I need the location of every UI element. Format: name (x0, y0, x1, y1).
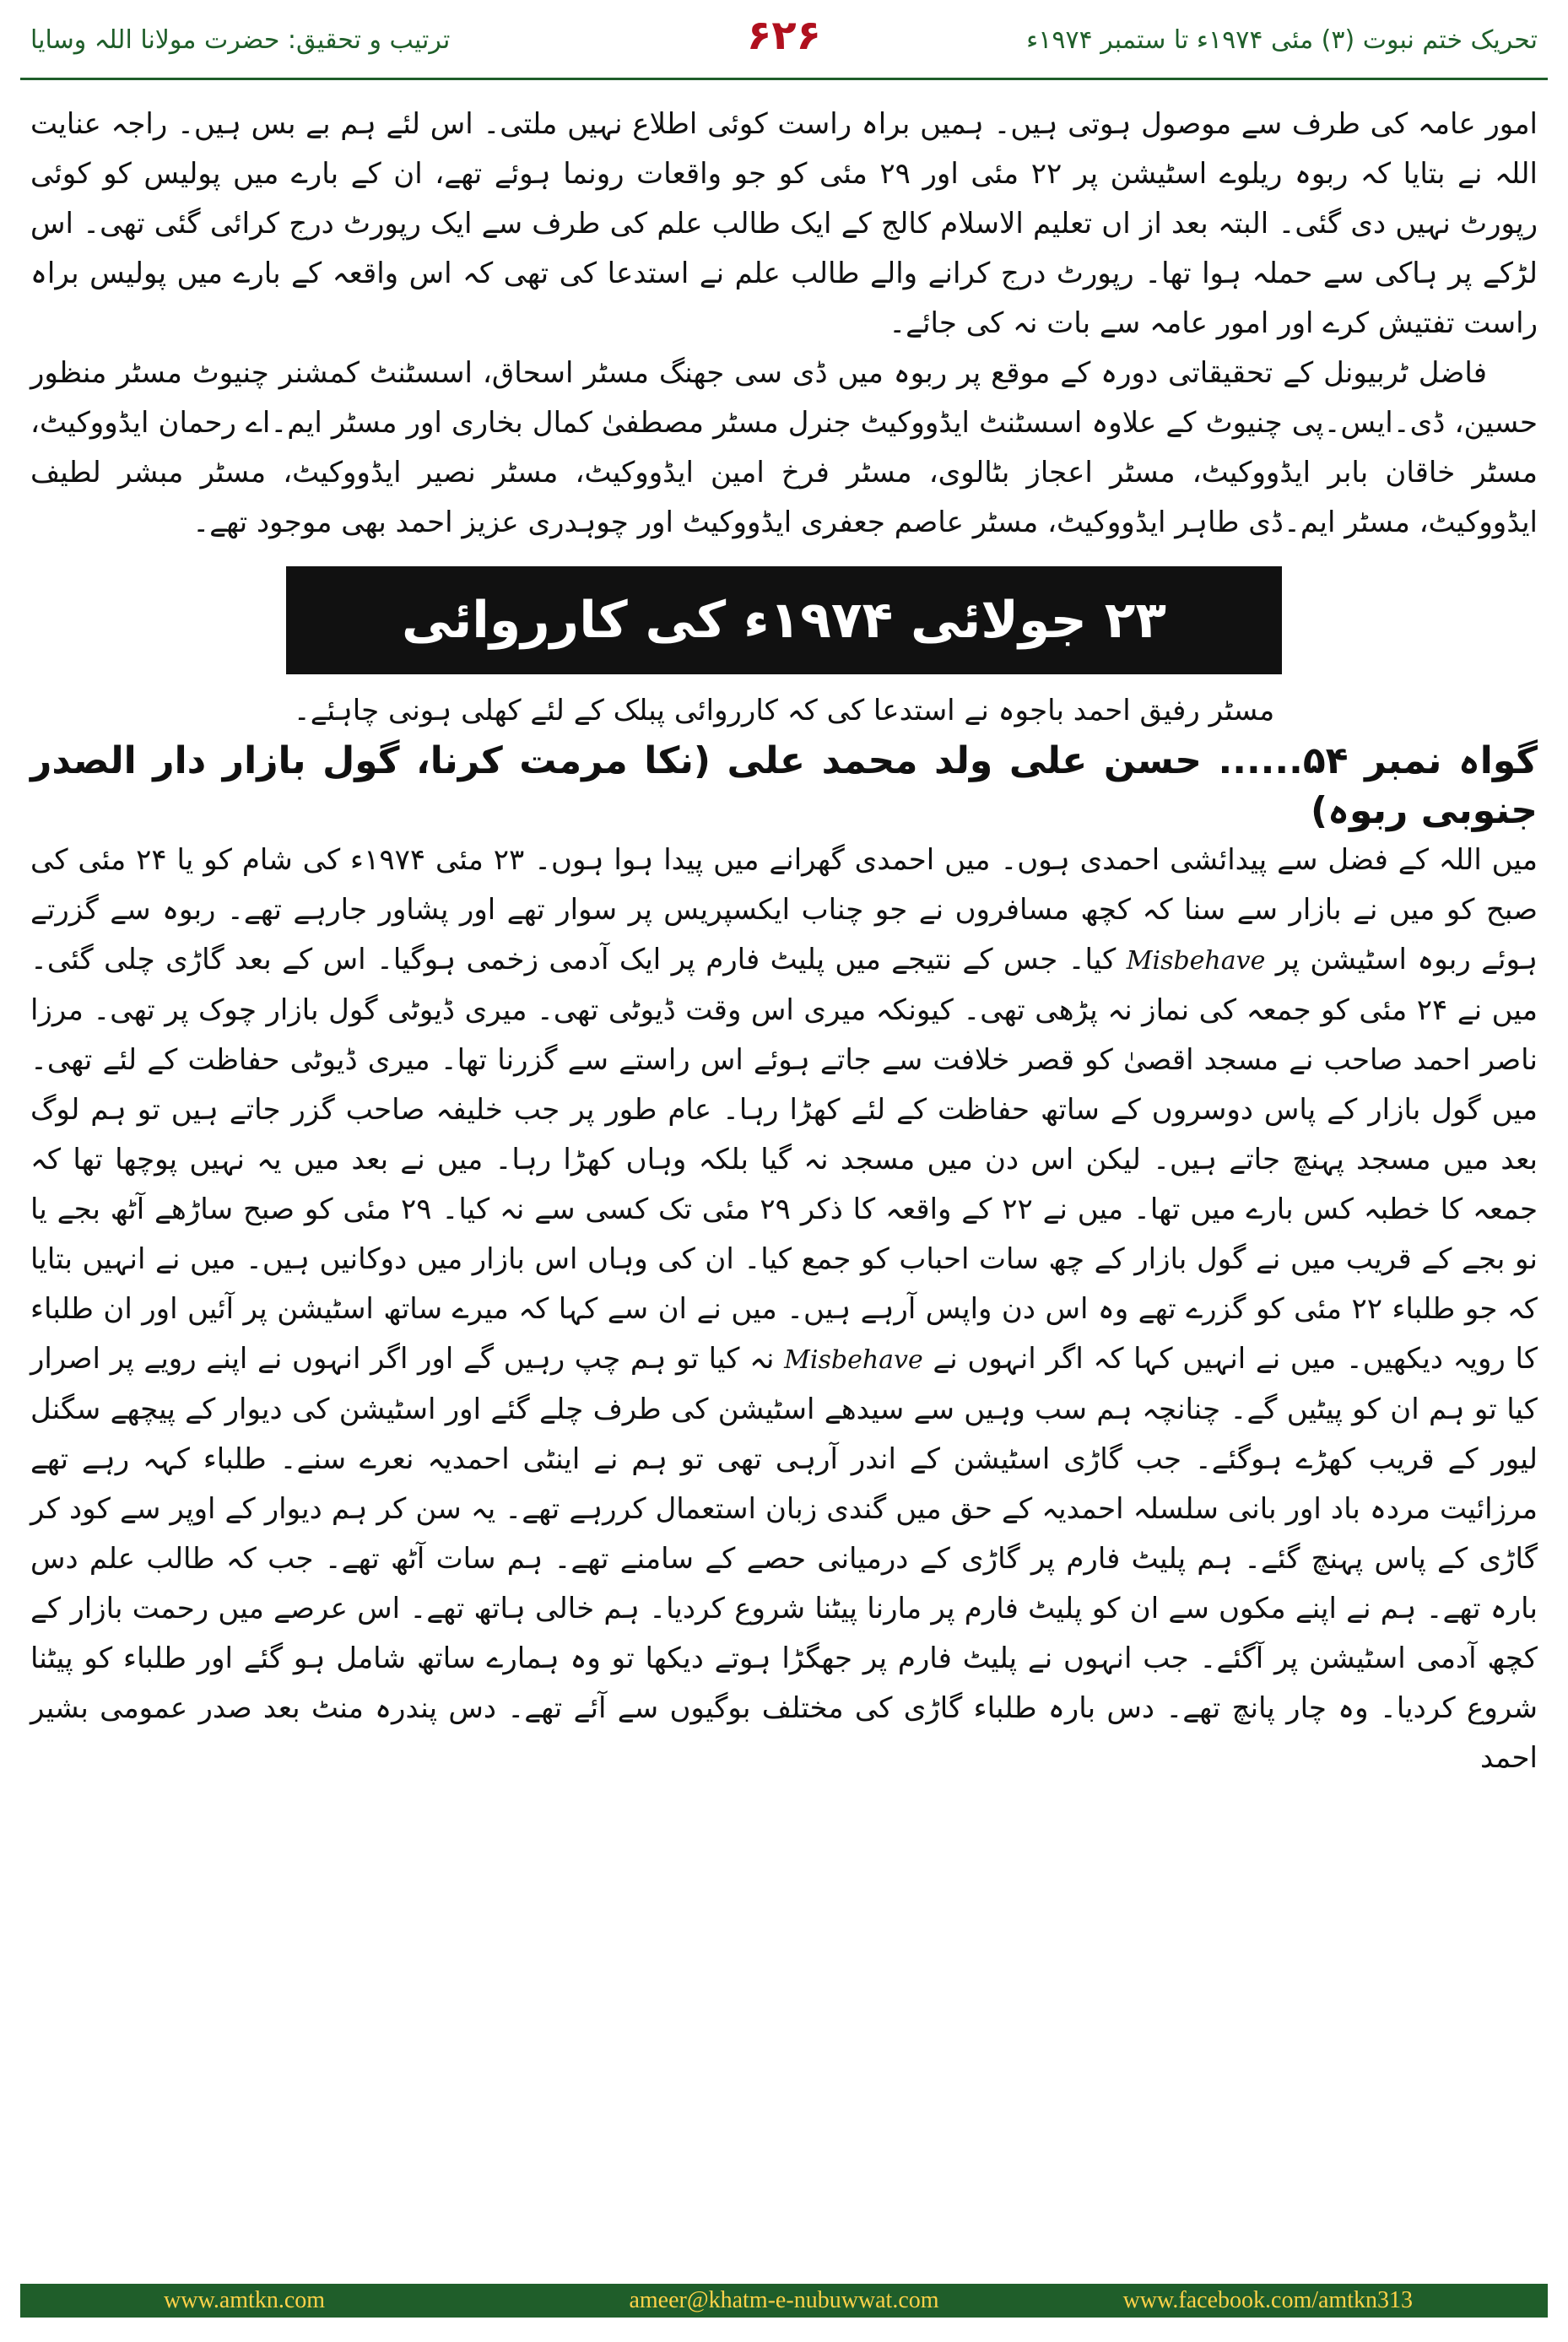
paragraph-2: فاضل ٹربیونل کے تحقیقاتی دورہ کے موقع پر ربوہ میں ڈی سی جھنگ مسٹر اسحاق، اسسٹنٹ کمشنر چنیوٹ مسٹر منظور حسین، ڈی۔ایس۔پی چنیوٹ کے علاوہ اسسٹنٹ ایڈووکیٹ جنرل مسٹر مصطفیٰ کمال بخاری اور مسٹر ایم۔اے رحمان ایڈووکیٹ، مسٹر خاقان بابر ایڈووکیٹ، مسٹر اعجاز بٹالوی، مسٹر فرخ امین ایڈووکیٹ، مسٹر نصیر ایڈووکیٹ، مسٹر مبشر لطیف ایڈووکیٹ، مسٹر ایم۔ڈی طاہر ایڈووکیٹ، مسٹر عاصم جعفری ایڈووکیٹ اور چوہدری عزیز احمد بھی موجود تھے۔ (30, 356, 1538, 539)
page-footer (20, 2284, 1548, 2318)
witness-heading: گواہ نمبر ۵۴...... حسن علی ولد محمد علی (نکا مرمت کرنا، گول بازار دار الصدر جنوبی ربوہ) (30, 739, 1538, 832)
bajwa-request-note: مسٹر رفیق احمد باجوہ نے استدعا کی کہ کارروائی پبلک کے لئے کھلی ہونی چاہئے۔ (293, 694, 1275, 727)
misbehave-term-1: Misbehave (1126, 946, 1266, 976)
page-number: ۶۲۶ (747, 12, 821, 59)
paragraph-1: امور عامہ کی طرف سے موصول ہوتی ہیں۔ ہمیں براہ راست کوئی اطلاع نہیں ملتی۔ اس لئے ہم بے بس ہیں۔ راجہ عنایت اللہ نے بتایا کہ ربوہ ریلوے اسٹیشن پر ۲۲ مئی اور ۲۹ مئی کو جو واقعات رونما ہوئے تھے، ان کے بارے میں پولیس کو کوئی رپورٹ نہیں دی گئی۔ البتہ بعد از اں تعلیم الاسلام کالج کے ایک طالب علم کی طرف سے ایک رپورٹ درج کرائی گئی تھی۔ اس لڑکے پر ہاکی سے حملہ ہوا تھا۔ رپورٹ درج کرانے والے طالب علم نے استدعا کی تھی کہ اس واقعہ کے بارے میں پولیس براہ راست تفتیش کرے اور امور عامہ سے بات نہ کی جائے۔ (30, 107, 1538, 340)
page-header (0, 0, 1568, 78)
book-title: تحریک ختم نبوت (۳) مئی ۱۹۷۴ء تا ستمبر ۱۹۷۴ء (1026, 25, 1538, 55)
header-divider (20, 78, 1548, 80)
testimony-paragraph (30, 836, 1538, 1783)
testimony-part-3: نہ کیا تو ہم چپ رہیں گے اور اگر انہوں نے اپنے رویے پر اصرار کیا تو ہم ان کو پیٹیں گے۔ چنانچہ ہم سب وہیں سے سیدھے اسٹیشن کی طرف چلے گئے اور اسٹیشن کی دیوار کے پیچھے سگنل لیور کے قریب کھڑے ہوگئے۔ جب گاڑی اسٹیشن کے اندر آرہی تھی تو ہم نے اینٹی احمدیہ نعرے سنے۔ طلباء کہہ رہے تھے مرزائیت مردہ باد اور بانی سلسلہ احمدیہ کے حق میں گندی زبان استعمال کررہے تھے۔ یہ سن کر ہم دیوار کے اوپر سے کود کر گاڑی کے پاس پہنچ گئے۔ ہم پلیٹ فارم پر گاڑی کے درمیانی حصے کے سامنے تھے۔ ہم سات آٹھ تھے۔ جب کہ طالب علم دس بارہ تھے۔ ہم نے اپنے مکوں سے ان کو پلیٹ فارم پر مارنا پیٹنا شروع کردیا۔ ہم خالی ہاتھ تھے۔ اس عرصے میں رحمت بازار کے کچھ آدمی اسٹیشن پر آگئے۔ جب انہوں نے پلیٹ فارم پر جھگڑا ہوتے دیکھا تو وہ ہمارے ساتھ شامل ہو گئے اور طلباء کو پیٹنا شروع کردیا۔ وہ چار پانچ تھے۔ دس بارہ طلباء گاڑی کی مختلف بوگیوں سے آئے تھے۔ دس پندرہ منٹ بعد صدر عمومی بشیر احمد (30, 1342, 1538, 1775)
section-banner: ۲۳ جولائی ۱۹۷۴ء کی کارروائی (286, 566, 1282, 674)
testimony-part-2: کیا۔ جس کے نتیجے میں پلیٹ فارم پر ایک آدمی زخمی ہوگیا۔ اس کے بعد گاڑی چلی گئی۔ میں نے ۲۴ مئی کو جمعہ کی نماز نہ پڑھی تھی۔ کیونکہ میری اس وقت ڈیوٹی تھی۔ میری ڈیوٹی گول بازار چوک پر تھی۔ مرزا ناصر احمد صاحب نے مسجد اقصیٰ کو قصر خلافت سے جاتے ہوئے اس راستے سے گزرنا تھا۔ میری ڈیوٹی حفاظت کے لئے تھی۔ میں گول بازار کے پاس دوسروں کے ساتھ حفاظت کے لئے کھڑا رہا۔ عام طور پر جب خلیفہ صاحب گزر جاتے ہیں تو ہم لوگ بعد میں مسجد پہنچ جاتے ہیں۔ لیکن اس دن میں مسجد نہ گیا بلکہ وہاں کھڑا رہا۔ میں نے بعد میں یہ نہیں پوچھا تھا کہ جمعہ کا خطبہ کس بارے میں تھا۔ میں نے ۲۲ کے واقعہ کا ذکر ۲۹ مئی تک کسی سے نہ کیا۔ ۲۹ مئی کو صبح ساڑھے آٹھ بجے یا نو بجے کے قریب میں نے گول بازار کے چھ سات احباب کو جمع کیا۔ ان کی وہاں اس بازار میں دوکانیں ہیں۔ میں نے انہیں بتایا کہ جو طلباء ۲۲ مئی کو گزرے تھے وہ اس دن واپس آرہے ہیں۔ میں نے ان سے کہا کہ میرے ساتھ اسٹیشن پر آئیں اور ان طلباء کا رویہ دیکھیں۔ میں نے انہیں کہا کہ اگر انہوں نے (30, 943, 1538, 1376)
compiler-credit: ترتیب و تحقیق: حضرت مولانا اللہ وسایا (30, 25, 451, 55)
section-banner-wrap (30, 566, 1538, 674)
email-link[interactable]: ameer@khatm-e-nubuwwat.com (629, 2287, 939, 2313)
page-body (30, 100, 1538, 1783)
facebook-link[interactable]: www.facebook.com/amtkn313 (1122, 2287, 1413, 2313)
testimony-part-1: میں اللہ کے فضل سے پیدائشی احمدی ہوں۔ میں احمدی گھرانے میں پیدا ہوا ہوں۔ ۲۳ مئی ۱۹۷۴ء کی شام کو یا ۲۴ مئی کی صبح کو میں نے بازار سے سنا کہ کچھ مسافروں نے جو چناب ایکسپریس پر سوار تھے اور پشاور جارہے تھے۔ ربوہ سے گزرتے ہوئے ربوہ اسٹیشن پر (30, 843, 1538, 976)
website-link[interactable]: www.amtkn.com (164, 2287, 326, 2313)
misbehave-term-2: Misbehave (784, 1345, 923, 1375)
